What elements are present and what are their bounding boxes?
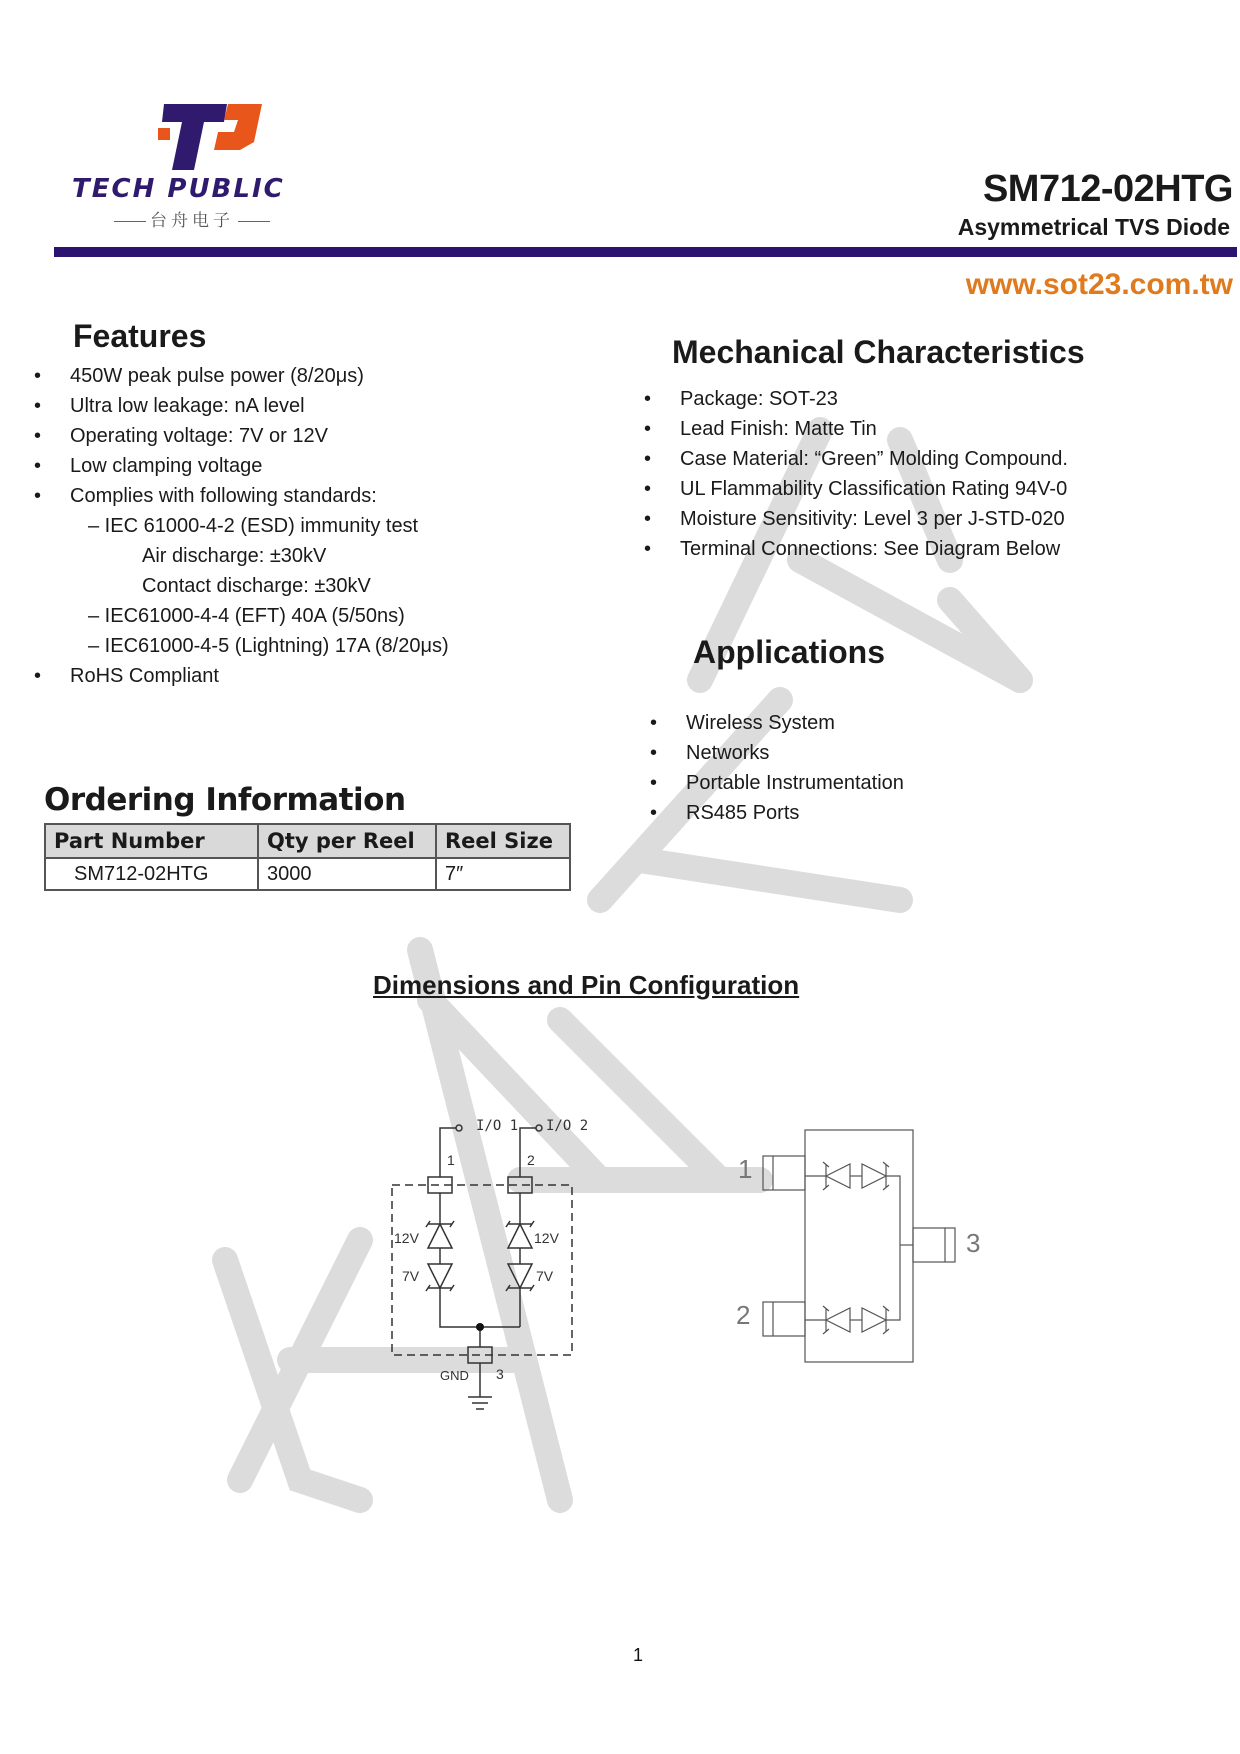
column-header: Part Number — [45, 824, 258, 858]
mechanical-item: • Terminal Connections: See Diagram Below — [680, 534, 1068, 564]
mechanical-item: • Moisture Sensitivity: Level 3 per J-STD-020 — [680, 504, 1068, 534]
feature-subsubitem: Air discharge: ±30kV — [142, 545, 327, 567]
voltage-7v-left: 7V — [402, 1268, 420, 1284]
application-item: • Portable Instrumentation — [686, 768, 904, 798]
applications-list — [686, 708, 904, 828]
feature-subsubitem: Contact discharge: ±30kV — [142, 575, 371, 597]
feature-subitem: – IEC 61000-4-2 (ESD) immunity test — [88, 515, 419, 537]
column-header: Reel Size — [436, 824, 570, 858]
mechanical-item: • Case Material: “Green” Molding Compound. — [680, 444, 1068, 474]
circuit-schematic — [380, 1100, 600, 1430]
pin3-label: 3 — [496, 1366, 504, 1382]
voltage-12v-right: 12V — [534, 1230, 559, 1246]
ordering-heading: Ordering Information — [44, 782, 406, 818]
schematic-diagram — [380, 1100, 600, 1430]
feature-item: • Low clamping voltage — [70, 451, 449, 481]
tp-logo-icon — [152, 100, 272, 170]
ordering-table — [44, 823, 571, 891]
feature-subitem: – IEC61000-4-4 (EFT) 40A (5/50ns) — [88, 605, 405, 627]
feature-item: • Operating voltage: 7V or 12V — [70, 421, 449, 451]
pkg-pin3-label: 3 — [966, 1228, 981, 1258]
feature-subitem: – IEC61000-4-5 (Lightning) 17A (8/20μs) — [88, 635, 449, 657]
cell-reel-size: 7″ — [436, 858, 570, 890]
column-header: Qty per Reel — [258, 824, 436, 858]
voltage-12v-left: 12V — [394, 1230, 419, 1246]
logo-brand-text: TECH PUBLIC — [72, 174, 285, 204]
cell-qty: 3000 — [258, 858, 436, 890]
page-number: 1 — [633, 1645, 644, 1665]
header-divider — [54, 247, 1237, 257]
application-item: • Wireless System — [686, 708, 904, 738]
features-list — [70, 361, 449, 691]
mechanical-item: • UL Flammability Classification Rating 94V-0 — [680, 474, 1068, 504]
application-item: • Networks — [686, 738, 904, 768]
applications-heading: Applications — [693, 634, 886, 670]
part-description: Asymmetrical TVS Diode — [957, 214, 1230, 240]
features-heading: Features — [73, 318, 207, 354]
mechanical-item: • Package: SOT-23 — [680, 384, 1068, 414]
io2-label: I/O 2 — [546, 1118, 589, 1134]
cell-part-number: SM712-02HTG — [45, 858, 258, 890]
mechanical-heading: Mechanical Characteristics — [672, 334, 1085, 370]
pkg-pin1-label: 1 — [738, 1154, 753, 1184]
feature-item: • RoHS Compliant — [70, 661, 449, 691]
feature-item: • 450W peak pulse power (8/20μs) — [70, 361, 449, 391]
table-row — [45, 858, 570, 890]
mechanical-list — [680, 384, 1068, 564]
website-link[interactable]: www.sot23.com.tw — [965, 268, 1233, 301]
part-number-title: SM712-02HTG — [982, 168, 1233, 210]
company-logo — [70, 100, 290, 230]
pin1-label: 1 — [447, 1152, 455, 1168]
io1-label: I/O 1 — [476, 1118, 519, 1134]
sot23-outline — [740, 1120, 1000, 1370]
voltage-7v-right: 7V — [536, 1268, 554, 1284]
application-item: • RS485 Ports — [686, 798, 904, 828]
pin2-label: 2 — [527, 1152, 535, 1168]
gnd-label: GND — [440, 1368, 469, 1383]
mechanical-item: • Lead Finish: Matte Tin — [680, 414, 1068, 444]
package-diagram — [736, 1120, 1000, 1370]
feature-item: • Complies with following standards: — [70, 481, 449, 511]
dimensions-heading: Dimensions and Pin Configuration — [373, 970, 800, 1000]
pkg-pin2-label: 2 — [736, 1300, 751, 1330]
feature-item: • Ultra low leakage: nA level — [70, 391, 449, 421]
logo-chinese-name: 台舟电子 — [110, 206, 274, 231]
table-header-row — [45, 824, 570, 858]
